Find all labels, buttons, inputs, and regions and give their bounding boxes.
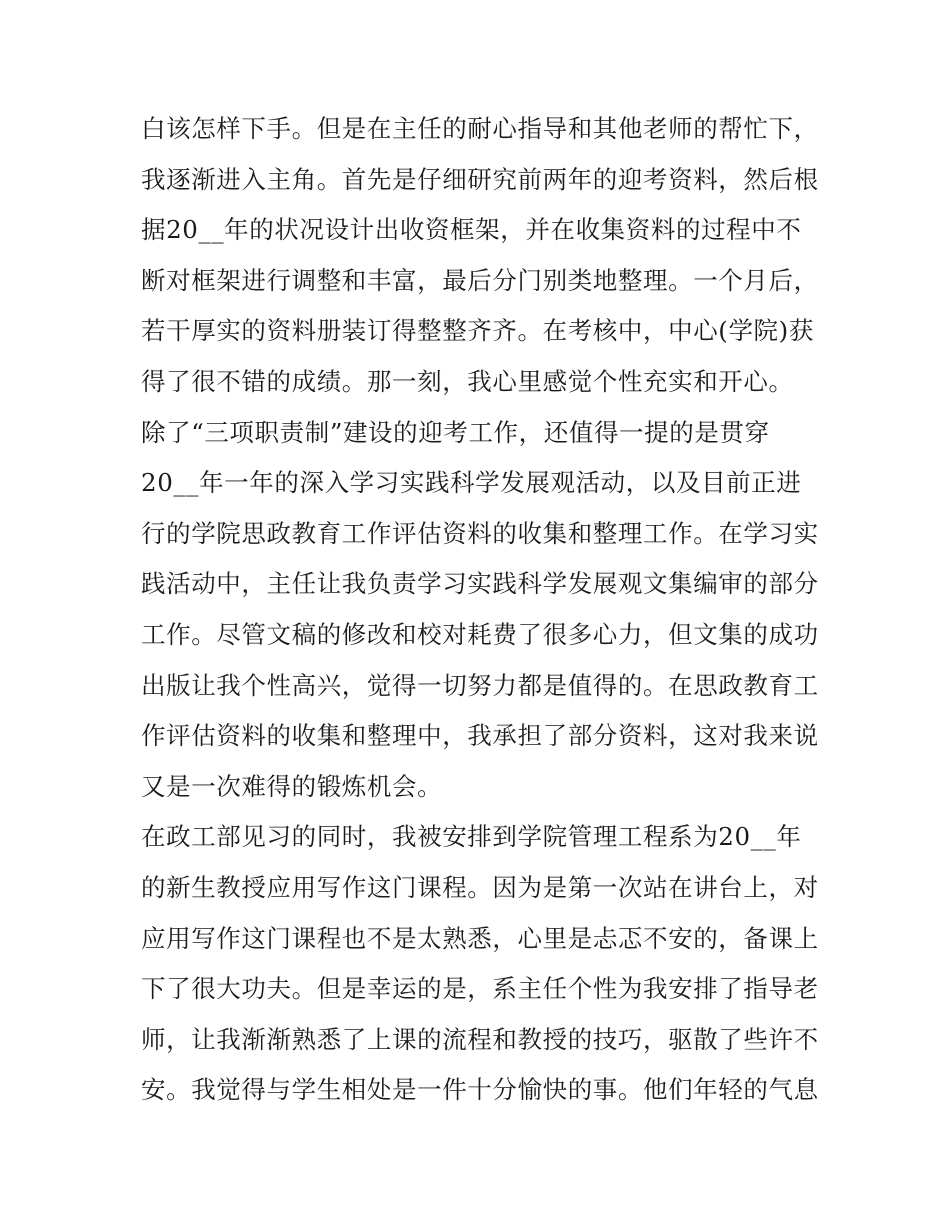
text-line: 师，让我渐渐熟悉了上课的流程和教授的技巧，驱散了些许不	[141, 1024, 819, 1054]
text-line: 我逐渐进入主角。首先是仔细研究前两年的迎考资料，然后根	[141, 164, 819, 194]
text-line: 断对框架进行调整和丰富，最后分门别类地整理。一个月后，	[141, 265, 819, 295]
text-line: 又是一次难得的锻炼机会。	[141, 771, 443, 801]
text-line: 除了“三项职责制”建设的迎考工作，还值得一提的是贯穿	[141, 417, 770, 447]
text-line: 行的学院思政教育工作评估资料的收集和整理工作。在学习实	[141, 518, 819, 548]
text-line: 作评估资料的收集和整理中，我承担了部分资料，这对我来说	[141, 721, 819, 751]
text-line: 践活动中，主任让我负责学习实践科学发展观文集编审的部分	[141, 569, 819, 599]
text-line: 安。我觉得与学生相处是一件十分愉快的事。他们年轻的气息	[141, 1075, 819, 1105]
text-line: 若干厚实的资料册装订得整整齐齐。在考核中，中心(学院)获	[141, 316, 814, 346]
text-line: 工作。尽管文稿的修改和校对耗费了很多心力，但文集的成功	[141, 619, 819, 649]
text-line: 下了很大功夫。但是幸运的是，系主任个性为我安排了指导老	[141, 974, 819, 1004]
text-line: 应用写作这门课程也不是太熟悉，心里是忐忑不安的，备课上	[141, 923, 819, 953]
text-line: 白该怎样下手。但是在主任的耐心指导和其他老师的帮忙下，	[141, 114, 819, 143]
text-line: 出版让我个性高兴，觉得一切努力都是值得的。在思政教育工	[141, 670, 819, 700]
text-line: 据20__年的状况设计出收资框架，并在收集资料的过程中不	[141, 215, 802, 245]
text-line: 的新生教授应用写作这门课程。因为是第一次站在讲台上，对	[141, 872, 819, 902]
text-line: 得了很不错的成绩。那一刻，我心里感觉个性充实和开心。	[141, 366, 794, 396]
text-line: 在政工部见习的同时，我被安排到学院管理工程系为20__年	[141, 822, 802, 852]
document-body-text	[141, 104, 821, 1116]
text-line: 20__年一年的深入学习实践科学发展观活动，以及目前正进	[141, 468, 802, 498]
